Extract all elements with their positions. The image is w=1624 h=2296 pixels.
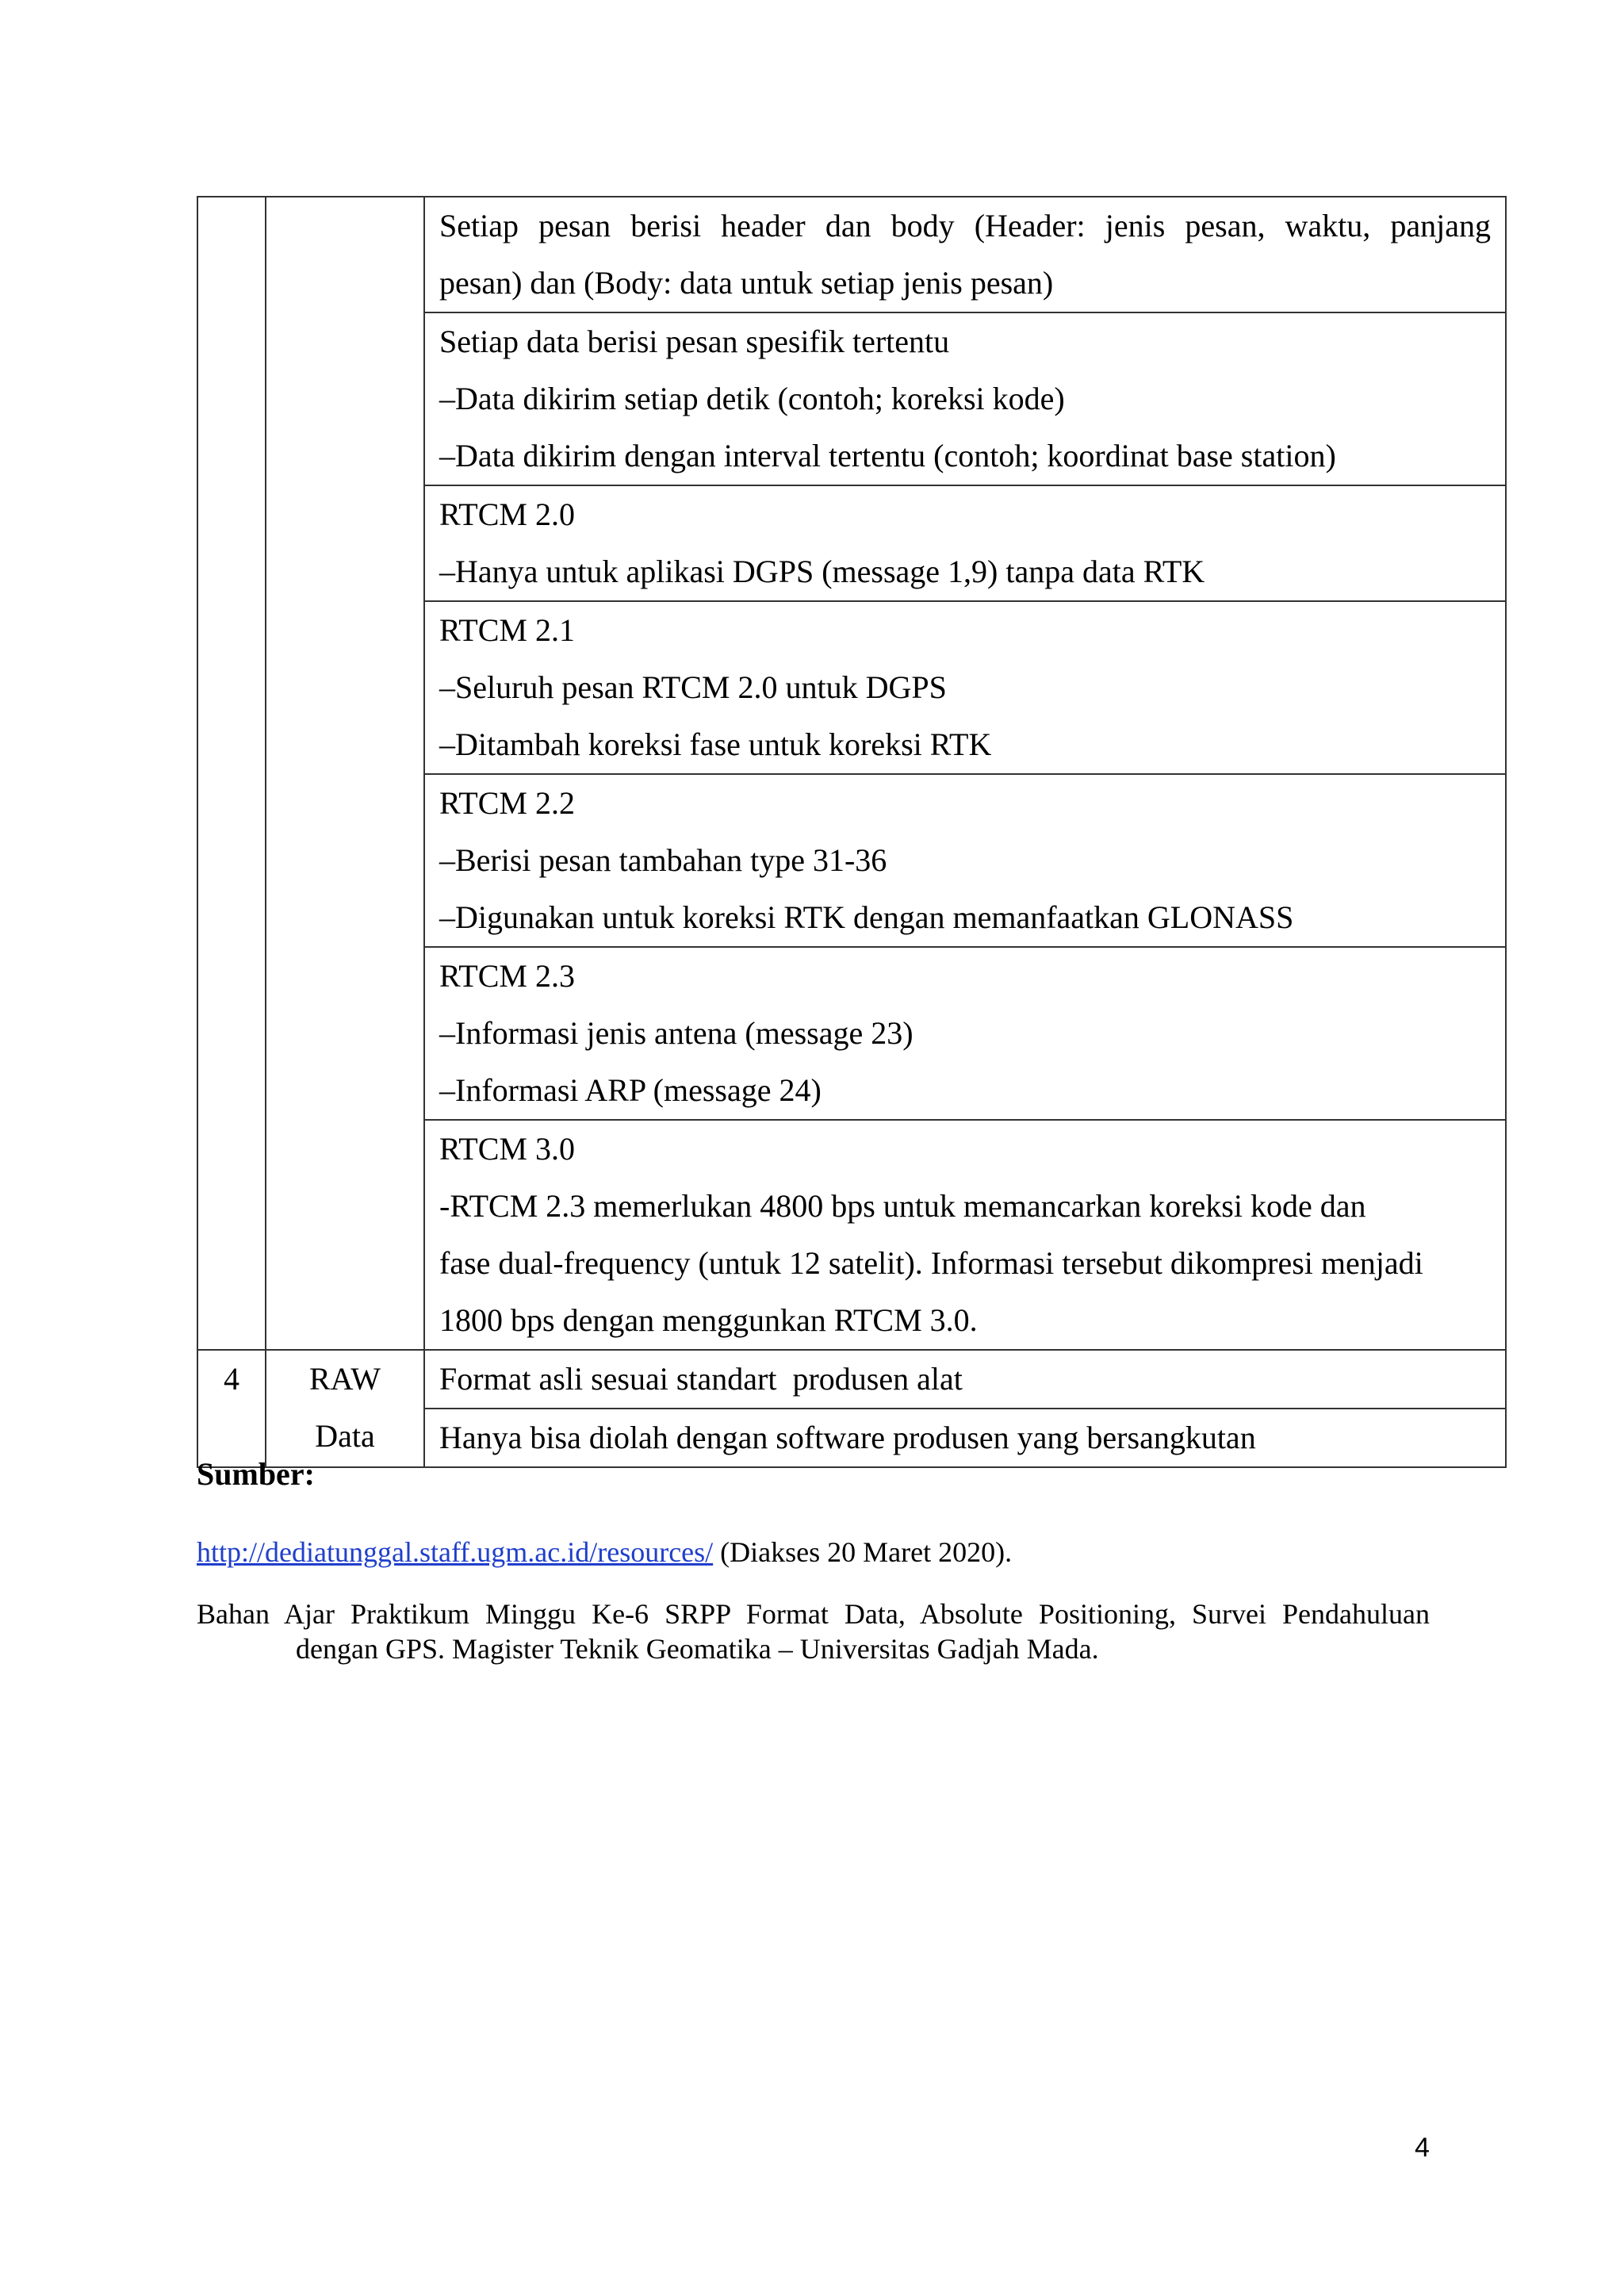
reference-1	[197, 1531, 1012, 1573]
table-row	[197, 197, 1506, 312]
reference-line: dengan GPS. Magister Teknik Geomatika – Universitas Gadjah Mada.	[296, 1633, 1099, 1665]
text-line: -RTCM 2.3 memerlukan 4800 bps untuk memancarkan koreksi kode dan	[439, 1188, 1366, 1224]
format-data-table	[197, 196, 1507, 1468]
description-cell	[424, 947, 1506, 1120]
text-line: –Data dikirim setiap detik (contoh; koreksi kode)	[439, 381, 1065, 416]
data-format-table	[197, 196, 1507, 1468]
text-line: –Ditambah koreksi fase untuk koreksi RTK	[439, 726, 992, 762]
format-label-cell	[266, 1350, 424, 1467]
text-line: –Data dikirim dengan interval tertentu (contoh; koordinat base station)	[439, 438, 1336, 473]
sources-heading: Sumber:	[197, 1456, 315, 1492]
text-line: RTCM 2.0	[439, 496, 575, 532]
description-cell	[424, 312, 1506, 485]
format-label-line: Data	[315, 1418, 375, 1454]
empty-number-cell	[197, 197, 266, 1350]
empty-label-cell	[266, 197, 424, 1350]
text-line: RTCM 2.1	[439, 612, 575, 648]
description-cell	[424, 1120, 1506, 1350]
description-cell	[424, 601, 1506, 774]
reference-access-date: (Diakses 20 Maret 2020).	[713, 1536, 1013, 1568]
table-row	[197, 1350, 1506, 1409]
text-line: 1800 bps dengan menggunkan RTCM 3.0.	[439, 1302, 978, 1338]
page-number: 4	[1415, 2133, 1430, 2163]
reference-link[interactable]: http://dediatunggal.staff.ugm.ac.id/resources/	[197, 1536, 714, 1568]
text-line: –Berisi pesan tambahan type 31-36	[439, 842, 887, 878]
text-line: –Seluruh pesan RTCM 2.0 untuk DGPS	[439, 669, 947, 705]
text-line: –Informasi ARP (message 24)	[439, 1072, 822, 1108]
description-cell	[424, 1350, 1506, 1409]
text-line: –Digunakan untuk koreksi RTK dengan memanfaatkan GLONASS	[439, 899, 1294, 935]
text-line: Setiap pesan berisi header dan body (Header: jenis pesan, waktu, panjang	[439, 208, 1491, 243]
text-line: fase dual-frequency (untuk 12 satelit). Informasi tersebut dikompresi menjadi	[439, 1245, 1423, 1281]
text-line: Hanya bisa diolah dengan software produsen yang bersangkutan	[439, 1420, 1256, 1455]
text-line: Setiap data berisi pesan spesifik tertentu	[439, 324, 950, 359]
description-cell	[424, 774, 1506, 947]
row-number: 4	[197, 1350, 266, 1467]
text-line: RTCM 3.0	[439, 1131, 575, 1167]
description-cell	[424, 1409, 1506, 1467]
text-line: –Hanya untuk aplikasi DGPS (message 1,9) tanpa data RTK	[439, 554, 1205, 589]
description-cell	[424, 485, 1506, 601]
text-line: –Informasi jenis antena (message 23)	[439, 1015, 914, 1051]
text-line: Format asli sesuai standart produsen alat	[439, 1361, 963, 1397]
text-line: pesan) dan (Body: data untuk setiap jenis pesan)	[439, 265, 1054, 301]
text-line: RTCM 2.2	[439, 785, 575, 821]
reference-2	[197, 1596, 1430, 1666]
reference-line: Bahan Ajar Praktikum Minggu Ke-6 SRPP Format Data, Absolute Positioning, Survei Pendahuluan	[197, 1598, 1430, 1630]
format-label-line: RAW	[308, 1361, 381, 1397]
description-cell	[424, 197, 1506, 312]
text-line: RTCM 2.3	[439, 958, 575, 994]
